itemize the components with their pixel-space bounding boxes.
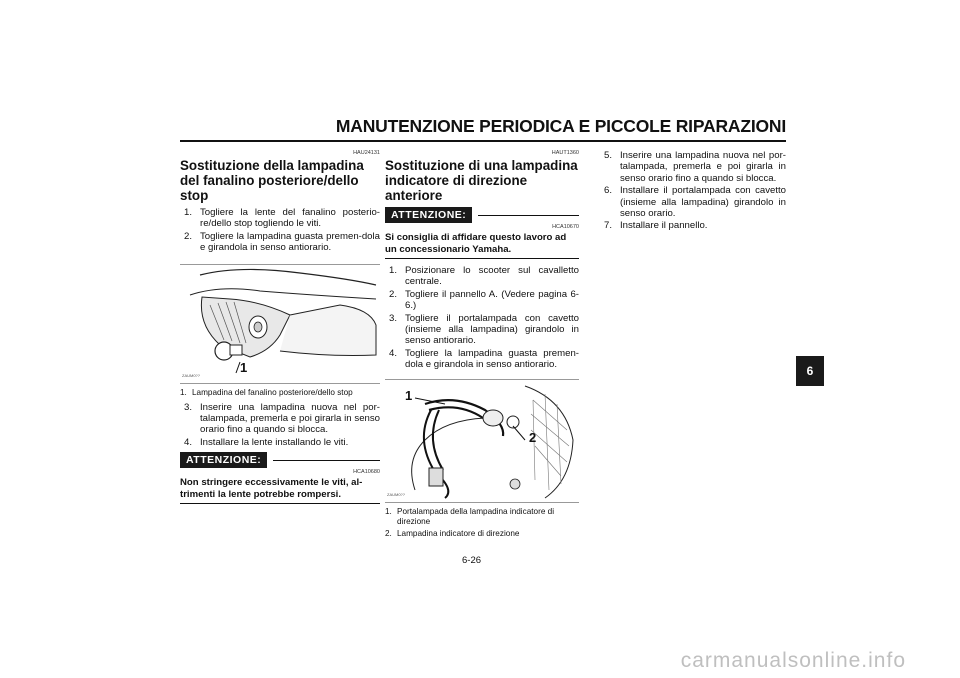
list-item: 2. Togliere la lampadina guasta premen-dola e girandola in senso antiorario. [184,230,380,254]
section-code: HAUT1360 [551,150,579,156]
list-item: 3. Inserire una lampadina nuova nel por-talampada, premerla e poi girarla in senso orario fino a quando si blocca. [184,401,380,436]
list-item: 2. Togliere il pannello A. (Vedere pagina 6-6.) [389,288,579,312]
attention-text: Si consiglia di affidare questo lavoro ad un concessionario Yamaha. [385,232,579,259]
list-item: 4. Togliere la lampadina guasta premen-dola e girandola in senso antiorario. [389,347,579,371]
attention-rule [273,460,380,461]
steps-list [385,265,579,371]
figure-caption [385,507,579,539]
section-heading: Sostituzione di una lampadina indicatore di direzione anteriore [385,158,578,203]
right-column [600,150,786,233]
steps-list [180,402,380,449]
attention-text: Non stringere eccessivamente le viti, al-trimenti la lente potrebbe rompersi. [180,477,380,504]
attention-box [385,207,579,223]
list-item: 3. Togliere il portalampada con cavetto (insieme alla lampadina) girandolo in senso antiorario. [389,312,579,347]
attention-label: ATTENZIONE: [385,207,472,223]
steps-list [600,150,786,232]
list-item: 4. Installare la lente installando le viti. [184,436,349,448]
list-item: 5. Inserire una lampadina nuova nel por-talampada, premerla e poi girarla in senso orario fino a quando si blocca. [604,150,786,184]
figure-tail-light [180,264,380,384]
page-number: 6-26 [462,555,482,566]
watermark: carmanualsonline.info [680,649,906,672]
figure-callout: 1 [240,359,248,375]
turn-signal-illustration [385,380,579,502]
list-item: 6. Installare il portalampada con cavetto (insieme alla lampadina) girandolo in senso orario. [604,185,786,220]
figure-code: ZAUM0?? [387,491,406,497]
attention-code: HCA10670 [552,224,579,230]
figure-callout: 2 [529,429,537,445]
middle-column [385,150,579,541]
left-column [180,150,380,504]
caption-item: 1. Portalampada della lampadina indicatore di direzione [385,506,555,526]
steps-list [180,207,380,254]
list-item: 1. Posizionare lo scooter sul cavalletto centrale. [389,265,579,288]
caption-item: 2. Lampadina indicatore di direzione [385,528,520,538]
page-title: MANUTENZIONE PERIODICA E PICCOLE RIPARAZIONI [335,116,786,136]
figure-caption [180,388,380,398]
section-code: HAU24131 [353,150,380,156]
figure-callout: 1 [405,387,413,403]
list-item: 7. Installare il pannello. [604,220,708,232]
attention-label: ATTENZIONE: [180,452,267,468]
tail-light-illustration [180,265,380,383]
list-item: 1. Togliere la lente del fanalino posterio-re/dello stop togliendo le viti. [184,207,380,230]
attention-rule [478,215,579,216]
section-heading: Sostituzione della lampadina del fanalino posteriore/dello stop [180,158,364,203]
figure-turn-signal [385,379,579,503]
caption-item: 1. Lampadina del fanalino posteriore/dello stop [180,387,353,397]
figure-code: ZAUM0?? [182,372,201,378]
attention-code: HCA10680 [353,469,380,476]
attention-box [180,452,380,468]
chapter-tab: 6 [796,356,824,386]
title-rule [180,140,786,142]
